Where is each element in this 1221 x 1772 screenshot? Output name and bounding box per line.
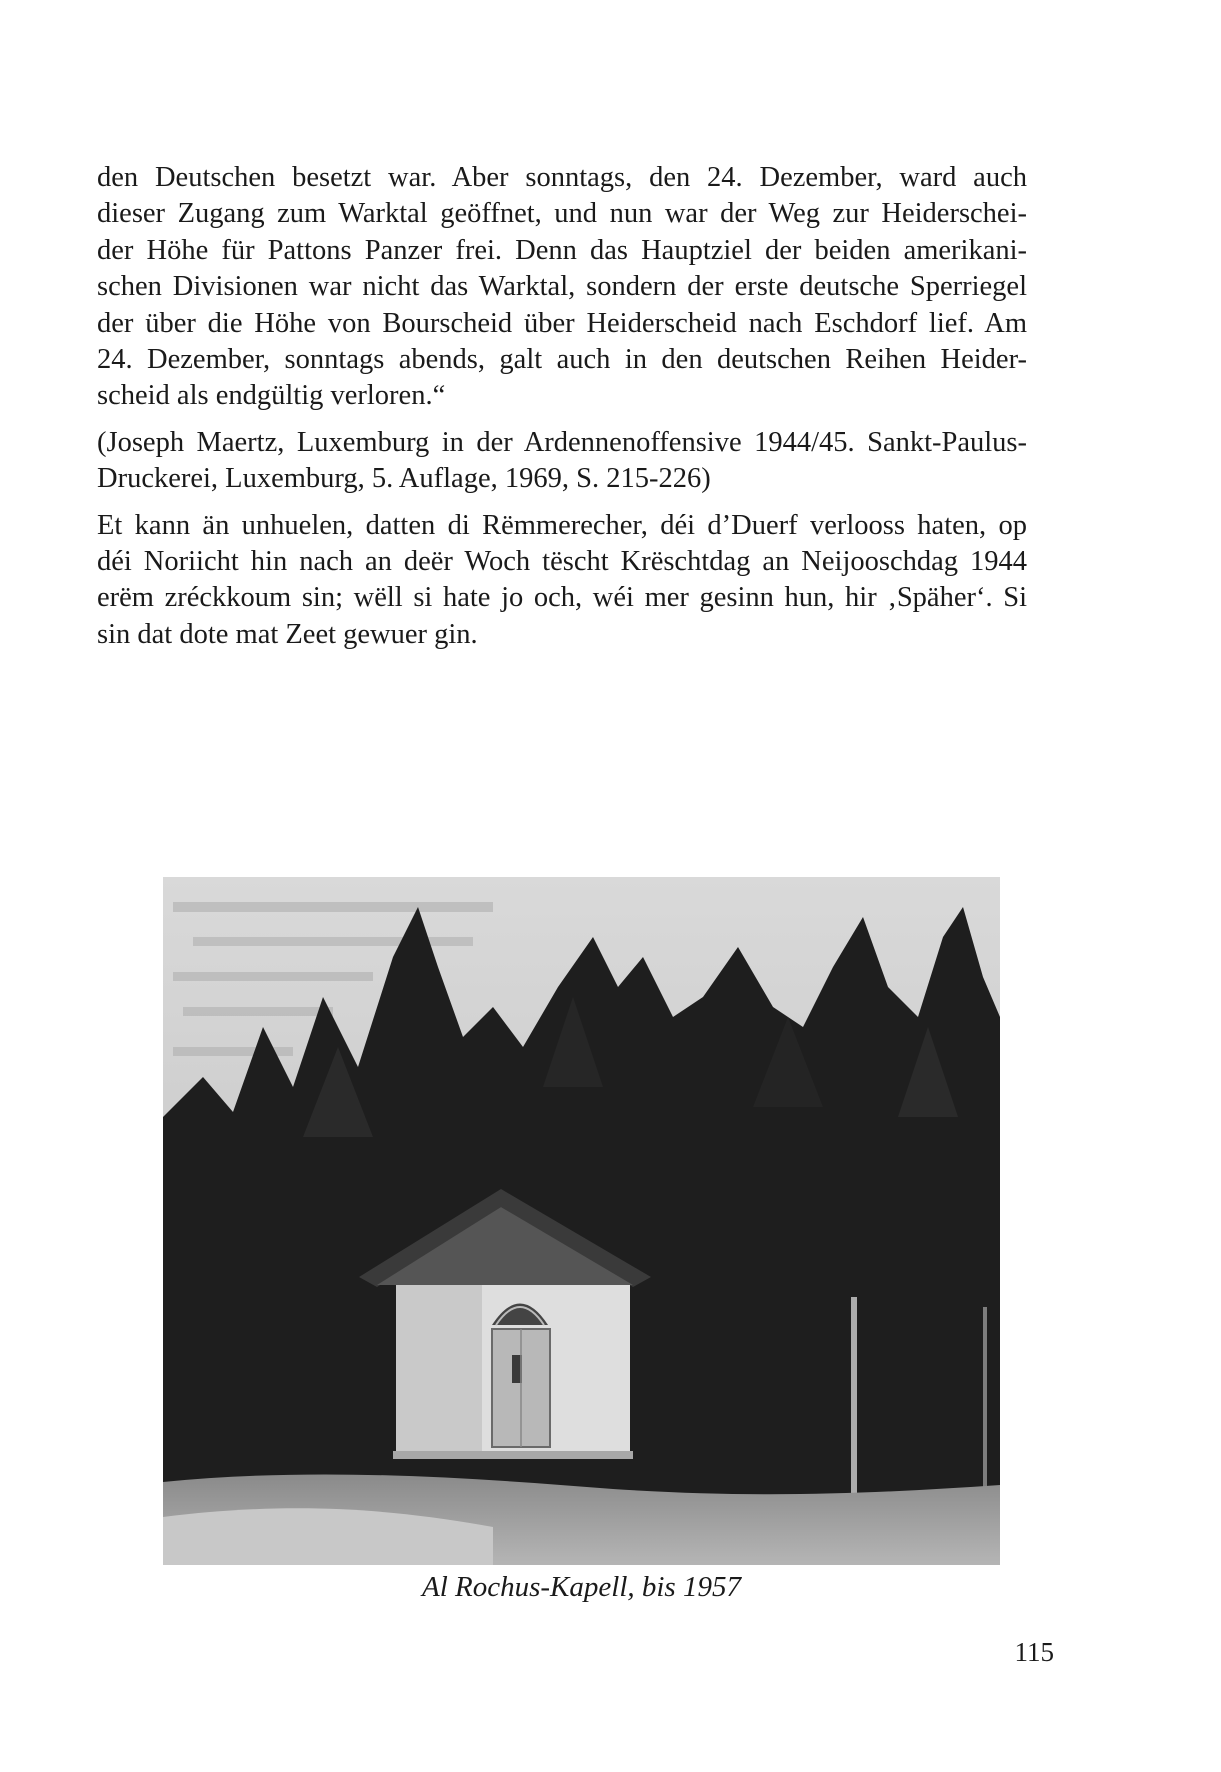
text-line: déi Noriicht hin nach an deër Woch tëscht Krëschtdag an Neijooschdag 1944: [97, 546, 1027, 578]
text-line: den Deutschen besetzt war. Aber sonntags, den 24. Dezember, ward auch: [97, 162, 1027, 193]
text-line: Et kann än unhuelen, datten di Rëmmerecher, déi d’Duerf verlooss haten, op: [97, 509, 1027, 541]
text-line: der Höhe für Pattons Panzer frei. Denn das Hauptziel der beiden amerikani-: [97, 234, 1027, 266]
photo-caption: Al Rochus-Kapell, bis 1957: [422, 1571, 741, 1603]
text-line: 24. Dezember, sonntags abends, galt auch in den deutschen Reihen Heider-: [97, 344, 1027, 376]
text-line: sin dat dote mat Zeet gewuer gin.: [97, 618, 478, 650]
text-line: (Joseph Maertz, Luxemburg in der Ardennenoffensive 1944/45. Sankt-Paulus-: [97, 426, 1027, 458]
paragraph-luxembourgish: [97, 508, 1027, 654]
chapel-photo: [163, 877, 1000, 1565]
text-line: dieser Zugang zum Warktal geöffnet, und nun war der Weg zur Heiderschei-: [97, 198, 1027, 230]
text-line: der über die Höhe von Bourscheid über Heiderscheid nach Eschdorf lief. Am: [97, 307, 1027, 339]
paragraph-citation: [97, 425, 1027, 498]
text-line: erëm zréckkoum sin; wëll si hate jo och, wéi mer gesinn hun, hir ‚Späher‘. Si: [97, 582, 1027, 614]
text-line: scheid als endgültig verloren.“: [97, 380, 446, 412]
paragraph-quote-end: [97, 160, 1027, 415]
page-number: 115: [1014, 1637, 1054, 1667]
text-line: Druckerei, Luxemburg, 5. Auflage, 1969, S. 215-226): [97, 463, 711, 495]
text-line: schen Divisionen war nicht das Warktal, sondern der erste deutsche Sperriegel: [97, 271, 1027, 303]
body-text: [97, 160, 1027, 663]
